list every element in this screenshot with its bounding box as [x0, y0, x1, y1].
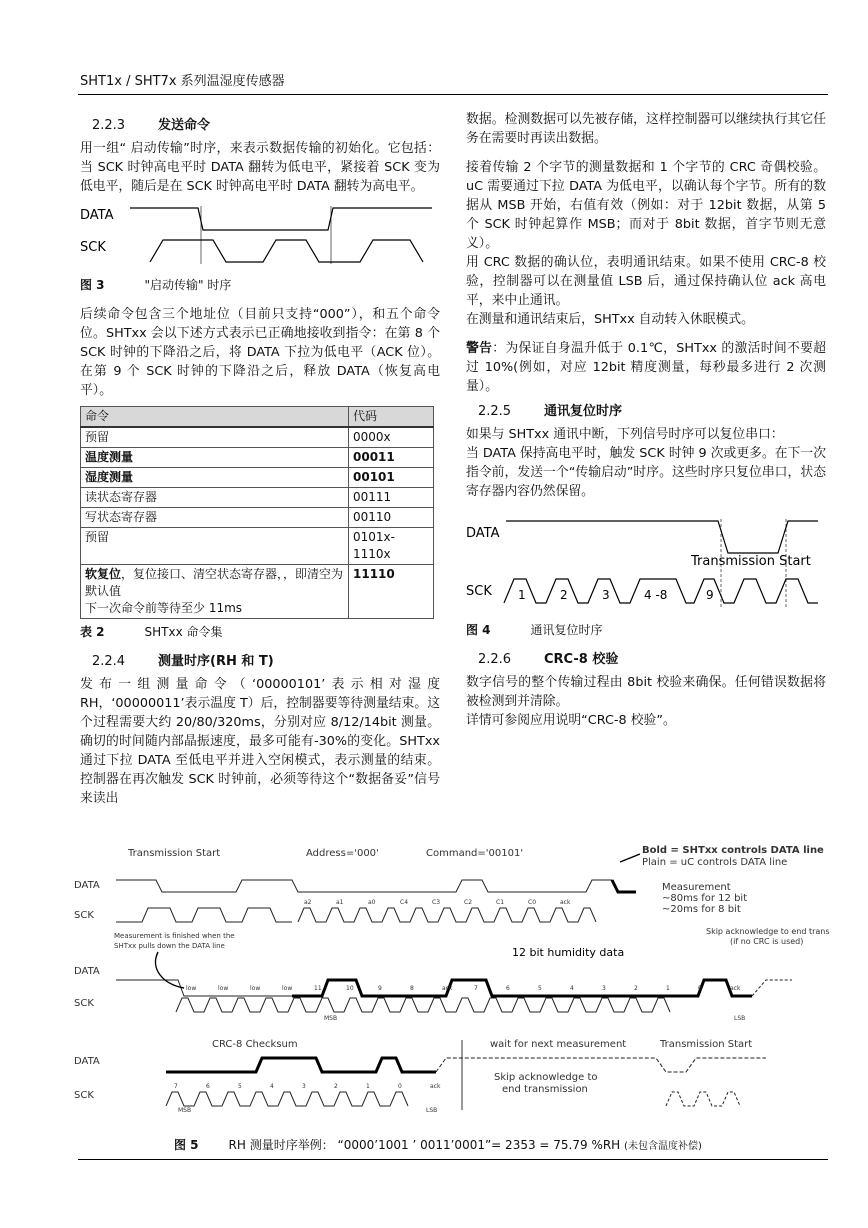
- warning-label: 警告: [466, 341, 493, 356]
- fig5-bit-label: 11: [314, 985, 322, 992]
- fig5-bit-label: 1: [366, 1083, 370, 1090]
- table-header-cell: 代码: [349, 407, 434, 428]
- table-cell: 写状态寄存器: [81, 508, 349, 528]
- section-title: CRC-8 校验: [544, 652, 619, 667]
- paragraph: 用一组“ 启动传输”时序，来表示数据传输的初始化。它包括：当 SCK 时钟高电平时 DATA 翻转为低电平，紧接着 SCK 变为低电平，随后是在 SCK 时钟高电平时 DATA 翻转为高电平。: [80, 141, 440, 194]
- fig5-bit-label: 6: [506, 985, 510, 992]
- fig5-row3-bit-labels: [174, 1083, 441, 1090]
- fig4-clock-number: 3: [602, 588, 610, 602]
- fig5-bit-label: 5: [238, 1083, 242, 1090]
- fig5-row2-data-waveform: [116, 980, 292, 996]
- fig5-bit-label: 6: [206, 1083, 210, 1090]
- fig5-bit-label: C1: [496, 899, 505, 906]
- fig5-sck-label: SCK: [74, 910, 94, 921]
- paragraph: 详情可参阅应用说明“CRC-8 校验”。: [466, 713, 676, 728]
- warning-text: ：为保证自身温升低于 0.1℃，SHTxx 的激活时间不要超过 10%(例如，对应 12bit 精度测量，每秒最多进行 2 次测量）。: [466, 341, 826, 394]
- section-2-2-5-heading: [466, 402, 826, 421]
- section-title: 通讯复位时序: [544, 404, 623, 419]
- fig5-sck-label: SCK: [74, 998, 94, 1009]
- table-cell: 预留: [81, 528, 349, 565]
- table-cell: 00111: [349, 488, 434, 508]
- paragraph: 如果与 SHTxx 通讯中断，下列信号时序可以复位串口：: [466, 427, 784, 442]
- section-2-2-6-heading: [466, 650, 826, 669]
- fig5-note-line1: Measurement is finished when the: [114, 932, 235, 940]
- fig5-bit-label: 4: [270, 1083, 274, 1090]
- fig5-bit-label: C4: [400, 899, 409, 906]
- fig5-skip-ack-line2: end transmission: [502, 1084, 588, 1095]
- fig5-bit-label: 0: [398, 1083, 402, 1090]
- caption-note: (未包含温度补偿): [624, 1141, 702, 1152]
- fig5-bit-label: 1: [666, 985, 670, 992]
- caption-number: 图 5: [174, 1138, 199, 1152]
- fig4-data-waveform: [506, 521, 818, 553]
- table-row: [81, 528, 434, 565]
- fig5-crc-label: CRC-8 Checksum: [212, 1039, 298, 1050]
- paragraph: 当 DATA 保持高电平时，触发 SCK 时钟 9 次或更多。在下一次指令前，发送一个“传输启动”时序。这些时序只复位串口，状态寄存器内容仍然保留。: [466, 446, 826, 499]
- caption-text: 通讯复位时序: [530, 623, 603, 637]
- fig5-bit-label: 3: [302, 1083, 306, 1090]
- warning-paragraph: [466, 339, 826, 396]
- fig5-legend-bold: Bold = SHTxx controls DATA line: [642, 845, 824, 856]
- table-cell: 读状态寄存器: [81, 488, 349, 508]
- fig5-bit-label: low: [218, 985, 229, 992]
- fig5-bit-label: 10: [346, 985, 354, 992]
- caption-number: 图 4: [466, 623, 491, 637]
- fig5-bit-label: ack: [560, 899, 571, 906]
- fig5-bit-label: 2: [634, 985, 638, 992]
- cell-text-bold: 软复位: [85, 567, 122, 581]
- fig5-command-label: Command='00101': [426, 848, 524, 859]
- fig5-skip-label: Skip acknowledge to end trans: [706, 927, 830, 936]
- table-header-row: [81, 407, 434, 428]
- fig4-transmission-start-label: Transmission Start: [691, 554, 811, 569]
- fig5-row2-data-bold: [292, 980, 752, 996]
- fig5-msb-label: MSB: [324, 1015, 338, 1022]
- table-cell: 0101x-1110x: [349, 528, 434, 565]
- caption-text: SHTxx 命令集: [144, 625, 223, 639]
- fig5-row1-data-bold: [612, 880, 636, 892]
- footer-rule: [78, 1159, 828, 1160]
- fig5-bit-label: 9: [378, 985, 382, 992]
- fig5-bit-label: C0: [528, 899, 537, 906]
- paragraph: 用 CRC 数据的确认位，表明通讯结束。如果不使用 CRC-8 校验，控制器可以在测量值 LSB 后，通过保持确认位 ack 高电平，来中止通讯。: [466, 255, 826, 308]
- table-cell: 预留: [81, 427, 349, 448]
- caption-number: 表 2: [80, 625, 105, 639]
- caption-number: 图 3: [80, 278, 105, 292]
- fig5-bit-label: 3: [602, 985, 606, 992]
- table-header-cell: 命令: [81, 407, 349, 428]
- fig5-bit-label: 4: [570, 985, 574, 992]
- table-cell: 湿度测量: [81, 468, 349, 488]
- right-column: [466, 110, 826, 736]
- table-cell: 00101: [349, 468, 434, 488]
- fig5-measurement-12bit: ~80ms for 12 bit: [662, 893, 748, 904]
- fig5-measurement-label: Measurement: [662, 882, 731, 893]
- table-cell: [81, 565, 349, 619]
- figure-5-measurement-sequence: [66, 840, 830, 1128]
- fig5-lsb-label: LSB: [734, 1015, 746, 1022]
- figure-4-reset-sequence: [466, 515, 826, 611]
- table-cell: 温度测量: [81, 448, 349, 468]
- fig5-data-label: DATA: [74, 880, 100, 891]
- paragraph: 在测量和通讯结束后，SHTxx 自动转入休眠模式。: [466, 312, 754, 327]
- fig4-clock-number: 2: [560, 588, 568, 602]
- fig5-data-label: DATA: [74, 1056, 100, 1067]
- table-cell: 0000x: [349, 427, 434, 448]
- table-cell: 00011: [349, 448, 434, 468]
- figure-3-start-sequence: [80, 202, 440, 266]
- fig5-row2-sck-pulses: [176, 998, 670, 1012]
- fig5-bit-label: low: [250, 985, 261, 992]
- fig5-bit-label: low: [186, 985, 197, 992]
- left-column: [80, 110, 440, 814]
- fig5-address-label: Address='000': [306, 848, 379, 859]
- fig5-sck-label: SCK: [74, 1090, 94, 1101]
- section-title: 发送命令: [158, 118, 211, 133]
- fig5-row3-data-bold: [166, 1058, 436, 1072]
- cell-text: ，复位接口、清空状态寄存器，，即清空为默认值: [85, 567, 344, 598]
- fig5-skip-ack-line1: Skip acknowledge to: [494, 1072, 598, 1083]
- fig5-row2-bit-labels: [186, 985, 741, 992]
- section-2-2-4-heading: [80, 652, 440, 671]
- fig5-bit-label: 7: [474, 985, 478, 992]
- paragraph: 后续命令包含三个地址位（目前只支持“000”），和五个命令位。SHTxx 会以下述方式表示已正确地接收到指令：在第 8 个 SCK 时钟的下降沿之后，将 DATA 下拉为低电平（ACK 位）。在第 9 个 SCK 时钟的下降沿之后，释放 DATA（恢复高电平）。: [80, 307, 440, 398]
- cell-text: 下一次命令前等待至少 11ms: [85, 601, 243, 615]
- fig5-bit-label: 5: [538, 985, 542, 992]
- fig5-bit-label: a1: [336, 899, 344, 906]
- fig5-bit-label: 2: [334, 1083, 338, 1090]
- fig4-sck-label: SCK: [466, 584, 492, 599]
- fig5-data-label: DATA: [74, 966, 100, 977]
- fig5-row1-bit-labels: [304, 899, 571, 906]
- table-row: [81, 488, 434, 508]
- fig4-data-label: DATA: [466, 526, 500, 541]
- fig5-bit-label: a2: [304, 899, 312, 906]
- fig5-row2-end-dashed: [752, 980, 792, 996]
- figure-5-caption: [174, 1136, 702, 1153]
- table-row: [81, 427, 434, 448]
- fig3-data-label: DATA: [80, 208, 114, 223]
- page-header: SHT1x / SHT7x 系列温湿度传感器: [80, 74, 285, 89]
- fig5-transmission-start-label-2: Transmission Start: [660, 1039, 753, 1050]
- fig5-row1-sck-waveform: [116, 908, 292, 922]
- figure-3-caption: [80, 276, 440, 295]
- fig5-bit-label: a0: [368, 899, 376, 906]
- fig5-note-line2: SHTxx pulls down the DATA line: [114, 942, 225, 950]
- table-cell: 00110: [349, 508, 434, 528]
- table-cell: 11110: [349, 565, 434, 619]
- fig5-bit-label: ack: [730, 985, 741, 992]
- fig5-bit-label: C2: [464, 899, 473, 906]
- fig5-bit-label: low: [282, 985, 293, 992]
- fig5-row3-sck-dashed: [666, 1092, 740, 1106]
- fig5-row1-data-waveform: [116, 880, 612, 892]
- fig5-transmission-start-label: Transmission Start: [128, 848, 221, 859]
- fig5-measurement-8bit: ~20ms for 8 bit: [662, 904, 741, 915]
- section-title: 测量时序(RH 和 T): [158, 654, 274, 669]
- fig4-clock-number: 1: [518, 588, 526, 602]
- section-number: 2.2.3: [92, 118, 126, 133]
- header-rule: [78, 94, 828, 95]
- table-row: [81, 508, 434, 528]
- command-table: [80, 406, 434, 619]
- section-number: 2.2.4: [92, 654, 126, 669]
- paragraph: 数据。检测数据可以先被存储，这样控制器可以继续执行其它任务在需要时再读出数据。: [466, 112, 826, 146]
- fig5-msb-label: MSB: [178, 1107, 192, 1114]
- fig5-bit-label: ack: [430, 1083, 441, 1090]
- table-row: [81, 468, 434, 488]
- fig5-bit-label: C3: [432, 899, 441, 906]
- paragraph: 数字信号的整个传输过程由 8bit 校验来确保。任何错误数据将被检测到并清除。: [466, 675, 826, 709]
- figure-4-caption: [466, 621, 826, 640]
- fig4-clock-number: 4 -8: [644, 588, 668, 602]
- fig5-row3-sck-pulses: [166, 1092, 408, 1106]
- caption-text: "启动传输" 时序: [144, 278, 232, 292]
- fig5-legend-plain: Plain = uC controls DATA line: [642, 857, 788, 868]
- fig5-bit-label: ack: [442, 985, 453, 992]
- fig4-clock-number: 9: [706, 588, 714, 602]
- paragraph: 接着传输 2 个字节的测量数据和 1 个字节的 CRC 奇偶校验。uC 需要通过下拉 DATA 为低电平，以确认每个字节。所有的数据从 MSB 开始，右值有效（例如：对于 12bit 数据，从第 5 个 SCK 时钟起算作 MSB；而对于 8bit 数据，首字节则无意义）。: [466, 160, 826, 251]
- fig5-bit-label: 8: [410, 985, 414, 992]
- section-number: 2.2.6: [478, 652, 512, 667]
- table-row: [81, 565, 434, 619]
- fig5-row1-sck-pulses: [298, 908, 596, 922]
- section-number: 2.2.5: [478, 404, 512, 419]
- fig5-note-arrow: [156, 952, 184, 988]
- fig3-data-waveform: [130, 208, 432, 230]
- table-2-caption: [80, 623, 440, 642]
- fig5-bit-label: 7: [174, 1083, 178, 1090]
- table-row: [81, 448, 434, 468]
- caption-text: RH 测量时序举例： “0000’1001 ’ 0011’0001”= 2353 = 75.79 %RH: [228, 1138, 621, 1152]
- fig5-lsb-label: LSB: [426, 1107, 438, 1114]
- section-2-2-3-heading: [80, 116, 440, 135]
- fig3-sck-label: SCK: [80, 240, 106, 255]
- fig5-skip-note: (if no CRC is used): [730, 937, 804, 946]
- fig5-legend-arrow: [620, 854, 640, 862]
- fig5-humidity-label: 12 bit humidity data: [512, 946, 625, 959]
- fig5-row3-data-waveform: [436, 1058, 766, 1072]
- fig5-bit-label: 0: [698, 985, 702, 992]
- paragraph: 发布一组测量命令（‘00000101’表示相对湿度 RH，‘00000011’表示温度 T）后，控制器要等待测量结束。这个过程需要大约 20/80/320ms，分别对应 8/12/14bit 测量。确切的时间随内部晶振速度，最多可能有-30%的变化。SHTxx 通过下拉 DATA 至低电平并进入空闲模式，表示测量的结束。控制器在再次触发 SCK 时钟前，必须等待这个“数据备妥”信号来读出: [80, 677, 440, 806]
- fig5-wait-label: wait for next measurement: [490, 1039, 627, 1050]
- fig3-sck-waveform: [150, 240, 423, 262]
